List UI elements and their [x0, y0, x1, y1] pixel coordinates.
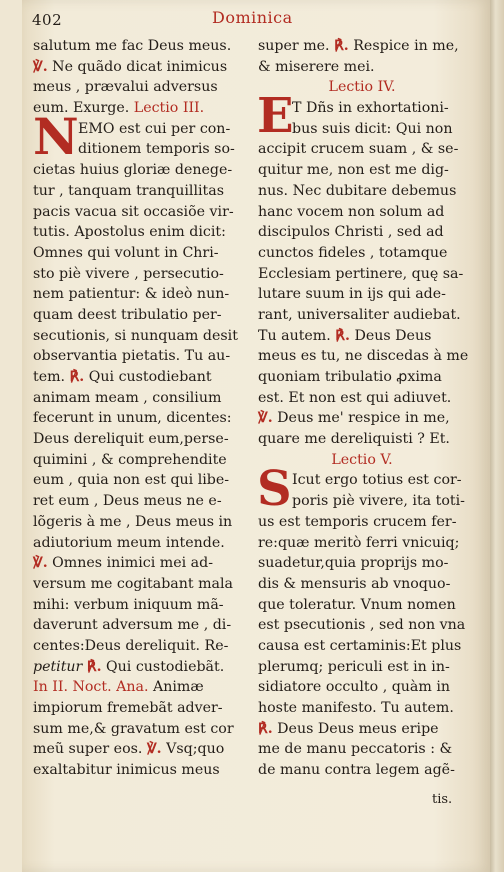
- line-text: centes:Deus dereliquit. Re-: [33, 637, 229, 654]
- line-text: quam deest tribulatio per-: [33, 306, 222, 323]
- text-line: [258, 739, 466, 760]
- line-text: Ne quãdo dicat inimicus: [52, 58, 228, 75]
- line-text: sidiatore occulto , quàm in: [258, 679, 451, 696]
- line-text: de manu contra legem agẽ-: [258, 762, 455, 779]
- text-line: [33, 284, 247, 305]
- page-edge: [490, 0, 504, 872]
- line-text: Omnes inimici mei ad-: [52, 555, 214, 572]
- line-text: petitur: [33, 658, 83, 675]
- text-line: [258, 57, 466, 78]
- line-text: observantia pietatis. Tu au-: [33, 348, 231, 365]
- line-text: ret eum , Deus meus ne e-: [33, 493, 222, 510]
- text-line: [33, 760, 247, 781]
- response-mark: ℟.: [69, 369, 85, 385]
- text-line: [258, 636, 466, 657]
- text-line: [258, 657, 466, 678]
- versicle-mark: ℣.: [33, 555, 48, 572]
- text-line: [33, 57, 247, 78]
- line-text: quimini , & comprehendite: [33, 451, 227, 468]
- section-heading: Lectio III.: [133, 100, 205, 117]
- text-line: [33, 739, 247, 760]
- text-line: [258, 615, 466, 636]
- text-line: [33, 408, 247, 429]
- text-line: [258, 719, 466, 740]
- line-text: salutum me fac Deus meus.: [33, 38, 232, 54]
- line-text: nem patientur: & ideò nun-: [33, 286, 230, 303]
- text-line: [33, 615, 247, 636]
- drop-cap-n: N: [33, 107, 79, 166]
- line-text: Vsq;quo: [166, 741, 225, 758]
- line-text: quare me dereliquisti ? Et.: [258, 431, 450, 448]
- line-text: exaltabitur inimicus meus: [33, 762, 220, 779]
- text-line: [33, 450, 247, 471]
- line-text: fecerunt in unum, dicentes:: [33, 410, 232, 427]
- text-line: [258, 388, 466, 409]
- line-text: Deus Deus: [354, 327, 432, 344]
- text-line: [258, 264, 466, 285]
- text-line: [33, 719, 247, 740]
- right-column: [258, 36, 469, 781]
- line-text: mihi: verbum iniquum mã-: [33, 596, 224, 613]
- text-line: [33, 574, 247, 595]
- text-line: [258, 326, 466, 347]
- text-line: [33, 533, 247, 554]
- text-line: [33, 636, 247, 657]
- line-text: quitur me, non est me dig-: [258, 162, 449, 179]
- line-text: eum. Exurge.: [33, 100, 130, 117]
- text-line: [33, 346, 247, 367]
- text-line: [258, 181, 466, 202]
- line-text: sum me,& gravatum est cor: [33, 720, 234, 737]
- line-text: cunctos fideles , totamque: [258, 244, 448, 261]
- text-line: [33, 470, 247, 491]
- line-text: ditionem temporis so-: [78, 141, 235, 158]
- line-text: Deus Deus meus eripe: [277, 720, 439, 737]
- line-text: Omnes qui volunt in Chri-: [33, 244, 219, 261]
- text-line: [258, 429, 466, 450]
- text-line: [258, 595, 466, 616]
- line-text: cietas huius gloriæ denege-: [33, 162, 233, 179]
- response-mark: ℣.: [146, 741, 162, 758]
- versicle-mark: ℣.: [258, 410, 273, 427]
- line-text: Qui custodiebãt.: [106, 658, 225, 675]
- text-line: [33, 264, 247, 285]
- text-line: [33, 367, 247, 388]
- line-text: T Dñs in exhortationi-: [292, 100, 449, 117]
- text-line: [33, 553, 247, 574]
- line-text: daverunt adversum me , di-: [33, 617, 232, 634]
- line-text: lõgeris à me , Deus meus in: [33, 513, 233, 530]
- line-text: suadetur,quia proprijs mo-: [258, 555, 449, 572]
- text-line: [258, 305, 466, 326]
- line-text: dis & mensuris ab vnoquo-: [258, 575, 451, 592]
- text-line: [33, 388, 247, 409]
- text-line: [258, 367, 466, 388]
- nocturn-heading: In II. Noct. Ana.: [33, 679, 149, 696]
- text-line: [33, 36, 247, 57]
- line-text: causa est certaminis:Et plus: [258, 637, 462, 654]
- text-line: [33, 77, 247, 98]
- line-text: hoste manifesto. Tu autem.: [258, 700, 454, 716]
- text-line: [258, 346, 469, 367]
- response-mark: ℟.: [334, 38, 349, 54]
- line-text: tem.: [33, 369, 66, 385]
- line-text: accipit crucem suam , & se-: [258, 141, 459, 158]
- text-line: [258, 760, 466, 781]
- text-line: [33, 305, 247, 326]
- text-line: [33, 326, 247, 347]
- line-text: sto piè vivere , persecutio-: [33, 265, 224, 282]
- running-head: Dominica: [212, 8, 293, 27]
- line-text: versum me cogitabant mala: [33, 575, 233, 592]
- versicle-mark: ℣.: [33, 58, 48, 75]
- text-line: [33, 595, 247, 616]
- text-line: [258, 243, 466, 264]
- line-text: est. Et non est qui adiuvet.: [258, 389, 452, 406]
- line-text: & miserere mei.: [258, 58, 375, 75]
- versicle-mark: ℟.: [258, 720, 273, 737]
- text-line: [258, 533, 466, 554]
- line-text: meus es tu, ne discedas à me: [258, 348, 469, 365]
- text-line: [258, 553, 466, 574]
- line-text: tutis. Apostolus enim dicit:: [33, 224, 226, 241]
- page-number: 402: [32, 11, 63, 29]
- line-text: hanc vocem non solum ad: [258, 203, 445, 220]
- line-text: impiorum fremebãt adver-: [33, 700, 223, 716]
- line-text: super me.: [258, 38, 330, 54]
- line-text: Respice in me,: [353, 38, 459, 54]
- line-text: Animæ: [152, 679, 204, 696]
- line-text: secutionis, si nunquam desit: [33, 327, 238, 344]
- text-line: [258, 202, 466, 223]
- line-text: que toleratur. Vnum nomen: [258, 596, 456, 613]
- line-text: rant, universaliter audiebat.: [258, 306, 461, 323]
- line-text: re:quæ meritò ferri vnicuiq;: [258, 534, 460, 551]
- line-text: est psecutionis , sed non vna: [258, 617, 466, 634]
- text-line: [33, 491, 247, 512]
- line-text: me de manu peccatoris : &: [258, 741, 453, 758]
- line-text: discipulos Christi , sed ad: [258, 224, 444, 241]
- line-text: meũ super eos.: [33, 741, 143, 758]
- response-mark: ℟.: [335, 327, 350, 344]
- text-line: [258, 698, 466, 719]
- line-text: tur , tanquam tranquillitas: [33, 182, 224, 199]
- line-text: eum , quia non est qui libe-: [33, 472, 230, 489]
- line-text: EMO est cui per con-: [78, 120, 231, 137]
- line-text: poris piè vivere, ita toti-: [292, 493, 465, 510]
- line-text: nus. Nec dubitare debemus: [258, 182, 457, 199]
- text-line: [33, 677, 247, 698]
- line-text: Qui custodiebant: [88, 369, 212, 385]
- text-line: [258, 408, 466, 429]
- text-line: [33, 512, 247, 533]
- line-text: bus suis dicit: Qui non: [292, 120, 453, 137]
- text-line: [33, 202, 247, 223]
- catchword: tis.: [432, 792, 453, 807]
- text-line: [33, 657, 247, 678]
- drop-cap-s: S: [257, 461, 292, 517]
- line-text: Deus dereliquit eum,perse-: [33, 431, 229, 448]
- response-mark: ℟.: [86, 658, 102, 675]
- line-text: us est temporis crucem fer-: [258, 513, 457, 530]
- text-line: [33, 222, 247, 243]
- text-line: [33, 181, 247, 202]
- section-heading: Lectio V.: [331, 451, 393, 468]
- text-line: [258, 574, 466, 595]
- line-text: pacis vacua sit occasiõe vir-: [33, 203, 234, 220]
- text-line: [258, 160, 466, 181]
- line-text: meus , prævalui adversus: [33, 79, 218, 96]
- line-text: plerumq; periculi est in in-: [258, 658, 450, 675]
- text-line: [33, 243, 247, 264]
- text-line: [258, 222, 466, 243]
- line-text: Deus me' respice in me,: [277, 410, 450, 427]
- drop-cap-e: E: [257, 88, 294, 144]
- text-line: [33, 429, 247, 450]
- line-text: Icut ergo totius est cor-: [292, 472, 462, 489]
- text-line: [258, 677, 466, 698]
- line-text: adiutorium meum intende.: [33, 534, 225, 551]
- text-line: [258, 36, 466, 57]
- section-heading: Lectio IV.: [328, 79, 396, 96]
- line-text: lutare suum in ijs qui ade-: [258, 286, 446, 303]
- line-text: animam meam , consilium: [33, 389, 222, 406]
- line-text: Ecclesiam pertinere, quę sa-: [258, 265, 464, 282]
- text-line: [33, 698, 247, 719]
- text-line: [258, 284, 466, 305]
- line-text: quoniam tribulatio ꝓxima: [258, 369, 442, 385]
- line-text: Tu autem.: [258, 327, 331, 344]
